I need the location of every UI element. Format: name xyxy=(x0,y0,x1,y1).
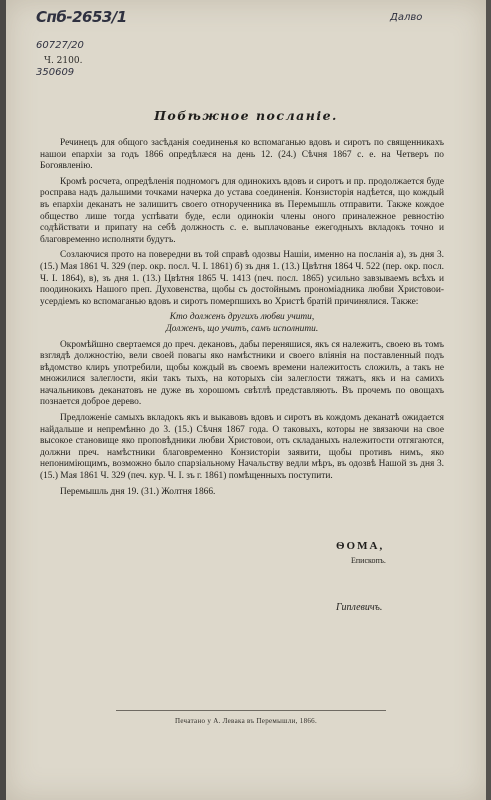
paragraph: Предложеніе самыхъ вкладокъ якъ и выкавовъ вдовъ и сиротъ въ кождомъ деканатѣ ожидается найдальше и непремѣнно до 3. (15.) Сѣчня 1867 года. О таковыхъ, которы не звязаючи на свое высокое становище яко проповѣдники любви Христовои, отъ складаныхъ належитости отгягаются, должни преч. намѣстники благовременно Конзисторіи заявити, щобы противъ нимъ, яко непониміющимъ, возможно было спарзіальному Начальству ведли мѣръ, въ одозвѣ Нашой зъ дня 3. (15.) Мая 1861 Ч. 329 (печ. кур. Ч. І. зъ г. 1861) помѣщенныхъ поступити. xyxy=(40,413,444,482)
paragraph: Созлаючися прото на повередни въ той справѣ одозвы Нашіи, именно на посланія а), зъ дня 3. (15.) Мая 1861 Ч. 329 (пер. окр. посл. Ч. І. 1861) б) зъ дня 1. (13.) Цвѣтня 1864 Ч. 522 (пер. окр. посл. Ч. І. 1864), в), зъ дня 1. (13.) Цвѣтня 1865 Ч. 1413 (печ. посл. 1865) усильно завзываемъ всѣхъ и поодинокихъ Нашого преп. Духовенства, щобы съ достойнымъ прономіадника любви Христовои-усердіемъ ко вспомаганью вдовъ и сиротъ померпшихъ во Христѣ братій причинялися. Также: xyxy=(40,250,444,307)
top-right-annotation: Далво xyxy=(390,12,423,23)
handwritten-number-2: 350609 xyxy=(36,67,75,78)
paragraph: Окромѣйшно свертаемся до преч. декановъ, дабы переняшися, якъ ся належитъ, своею въ томъ взглядѣ должностію, вели своей повагы яко намѣстники и своего вліянія на поставленный подъ вѣдомство клиръ употребили, щобы кождый въ своемъ времени належитость сложилъ, а такъ не множилися залеглости, якіи такъ тыхъ, на которыхъ сіи залеглости тяжатъ, якъ и на самихъ начальниковъ деканатовъ не дуже въ хорошомъ свѣтлѣ представляють. Въ прочемъ по овощахъ познается доброе дерево. xyxy=(40,339,444,408)
signature-role: Епископъ. xyxy=(351,556,386,565)
document-body xyxy=(40,138,444,502)
scan-edge-left xyxy=(0,0,6,800)
paragraph: Речинецъ для общого засѣданія соединенья ко вспомаганью вдовъ и сиротъ по священникахъ нашои епархіи за годъ 1866 опредѣлæся на день 12. (24.) Сѣчня 1867 с. е. на Четверъ по Богоявленію. xyxy=(40,138,444,172)
paragraph: Кромѣ росчета, опредѣленія подномогъ для одинокихъ вдовъ и сиротъ и пр. продолжается буде росправа надъ дальшими точками начерка до устава соединенія. Конзисторія надѣется, що кождый въ епархіи деканатъ не залишитъ своего отнорученника въ Перемышль отправити. Также кождое общество лише тогда успѣвати буде, если одинокіи члены оного приналежное ревностію содѣйствати и припату на себѣ должность с. е. выплачованье ежегодныхъ вкладокъ точно и благовременно исполняти будутъ. xyxy=(40,176,444,245)
handwritten-number: 60727/20 xyxy=(36,40,84,51)
document-title: Побѣжное посланіе. xyxy=(154,108,338,123)
document-page xyxy=(6,0,486,800)
quote-line: Кто долженъ другихъ любви учити, xyxy=(169,312,315,323)
secretary-signature: Гиплевичъ. xyxy=(336,602,383,613)
date-line: Перемышль дня 19. (31.) Жолтня 1866. xyxy=(60,486,216,497)
imprint-divider xyxy=(116,710,386,711)
signature-name: ѲОМА, xyxy=(336,540,385,552)
quote-line: Долженъ, що учитъ, самъ исполнити. xyxy=(165,323,319,334)
scan-edge-right xyxy=(486,0,491,800)
printed-number: Ч. 2100. xyxy=(44,56,83,66)
archive-code-annotation: Спб-2653/1 xyxy=(36,8,127,26)
printer-imprint: Печатано у А. Левака въ Перемышли, 1866. xyxy=(174,717,318,725)
